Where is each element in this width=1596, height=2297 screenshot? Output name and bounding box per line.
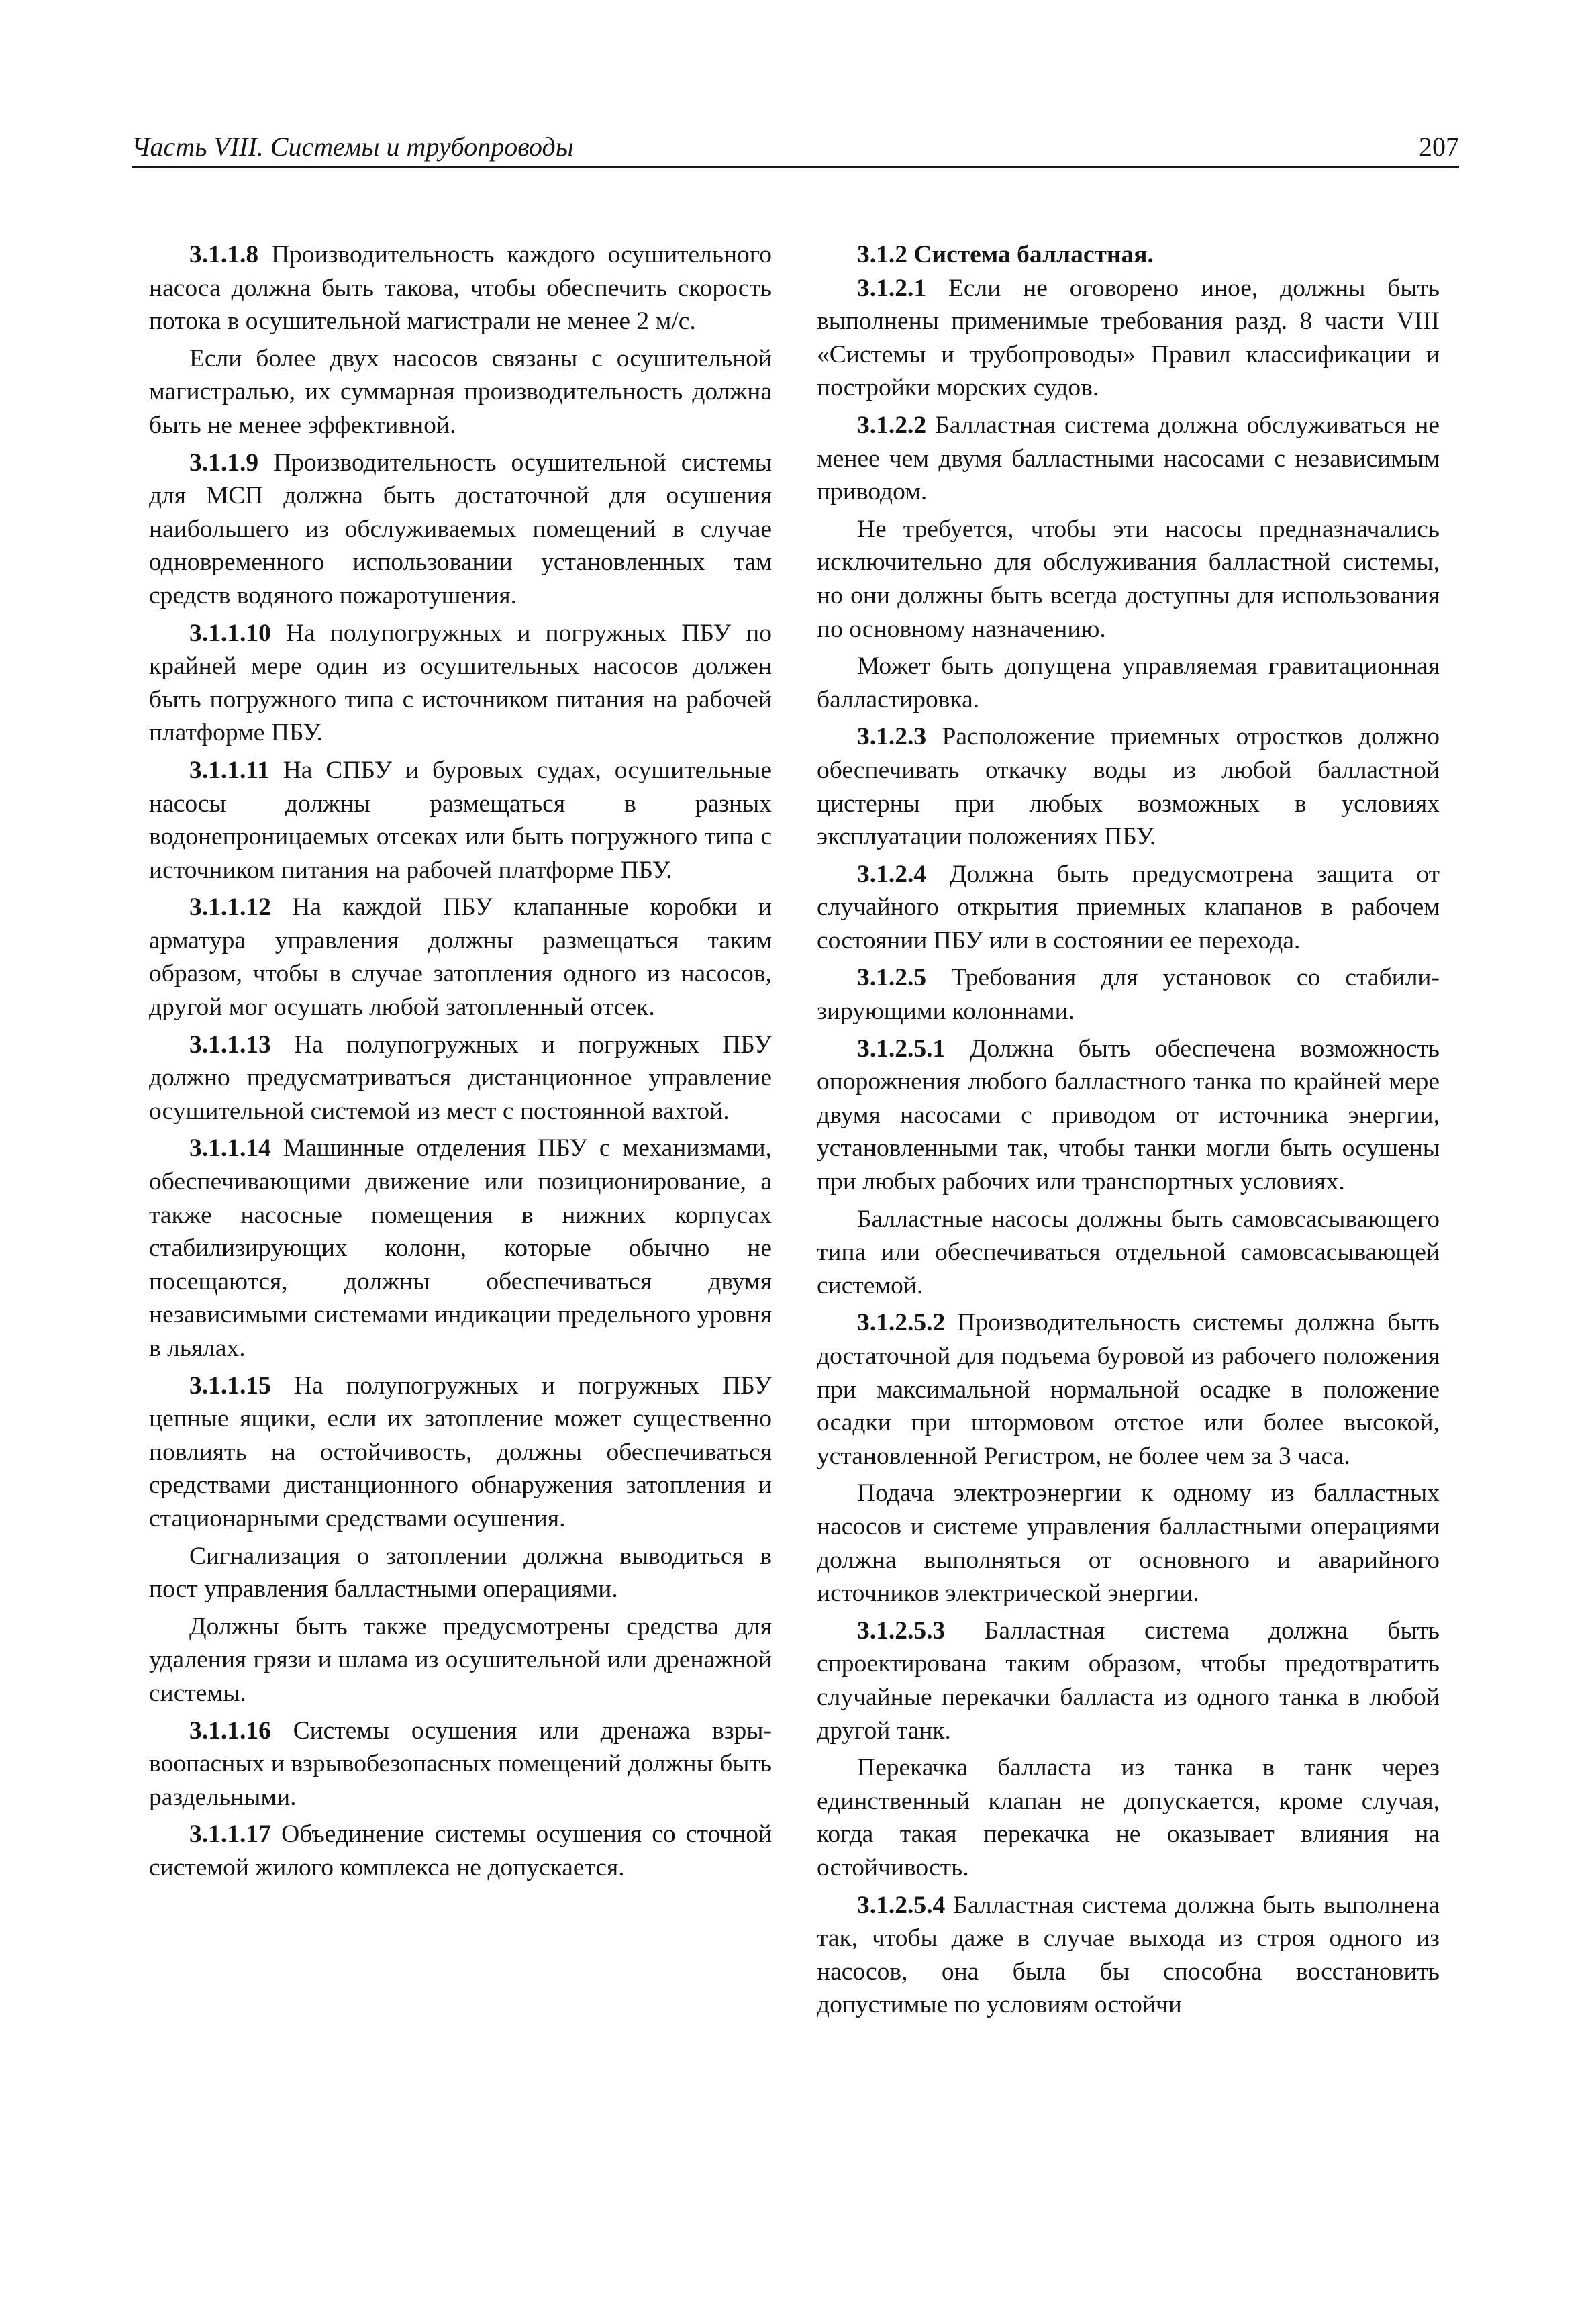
paragraph-text: Перекачка балласта из танка в танк через единственный клапан не допускается, кроме случая, когда такая перекачка не оказывает влияния на остойчивость. <box>817 1754 1440 1881</box>
paragraph-text: Балластная система должна быть выполнена так, чтобы даже в случае выхода из строя одного из насосов, она была бы способна восстановить допустимые по условиям остойчи <box>817 1891 1440 2019</box>
paragraph <box>149 617 772 750</box>
clause-number: 3.1.2.1 <box>857 274 927 302</box>
clause-number: 3.1.1.10 <box>189 619 271 647</box>
paragraph <box>817 1889 1440 2022</box>
paragraph-text: На полупогружных и погружных ПБУ должно предусматриваться дистанционное управление осушительной системой из мест с постоянной вахтой. <box>149 1030 772 1125</box>
clause-number: 3.1.2.5.2 <box>857 1309 946 1337</box>
clause-number: 3.1.1.11 <box>189 756 270 784</box>
paragraph <box>149 342 772 442</box>
paragraph-text: Если более двух насосов связаны с осушительной магистралью, их суммарная производительность должна быть не менее эффективной. <box>149 344 772 439</box>
paragraph <box>817 1614 1440 1747</box>
paragraph-text: Производительность осушительной системы для МСП должна быть достаточной для осушения наибольшего из обслуживаемых помещений в случае одновременного использовании установленных там средств водяного пожаротушения. <box>149 448 772 609</box>
clause-number: 3.1.1.8 <box>189 241 259 268</box>
section-heading <box>817 238 1440 272</box>
paragraph-text: Должна быть обеспечена возможность опорожнения любого балластного танка по крайней мере двумя насосами с приводом от источника энергии, установленными так, чтобы танки могли быть осушены при любых рабочих или транспортных условиях. <box>817 1034 1440 1196</box>
heading-text: Система балластная. <box>913 241 1154 268</box>
paragraph <box>149 1818 772 1884</box>
paragraph-text: На СПБУ и буровых судах, осушительные насосы должны размещаться в разных водонепроницаемых отсеках или быть погружного типа с источником питания на рабочей платформе ПБУ. <box>149 756 772 884</box>
paragraph-text: На каждой ПБУ клапанные коробки и арматура управления должны размещаться таким образом, чтобы в случае затопления одного из насосов, другой мог осушать любой затопленный отсек. <box>149 893 772 1022</box>
clause-number: 3.1.1.12 <box>189 893 271 922</box>
paragraph <box>149 1540 772 1606</box>
paragraph <box>817 1203 1440 1303</box>
paragraph-text: Системы осушения или дренажа взрывоопасных и взрывобезопасных помещений должны быть раздельными. <box>149 1716 772 1811</box>
running-title: Часть VIII. Системы и трубопроводы <box>132 132 574 162</box>
right-column <box>817 238 1440 2026</box>
clause-number: 3.1.2 <box>857 241 907 268</box>
paragraph-text: Производительность каждого осушительного насоса должна быть такова, чтобы обеспечить скорость потока в осушительной магистрали не менее 2 м/с. <box>149 241 772 336</box>
clause-number: 3.1.2.4 <box>857 860 927 888</box>
paragraph-text: Расположение приемных отростков должно обеспечивать откачку воды из любой балластной цистерны при любых возможных в условиях эксплуатации положениях ПБУ. <box>817 723 1440 851</box>
paragraph <box>817 858 1440 958</box>
paragraph-text: Балластные насосы должны быть самовсасывающего типа или обеспечиваться отдельной самовсасывающей системой. <box>817 1205 1440 1300</box>
paragraph <box>149 1028 772 1128</box>
left-column <box>149 238 772 1889</box>
paragraph-text: Машинные отделения ПБУ с механизмами, обеспечивающими движение или позиционирование, а также насосные помещения в нижних корпусах стабилизирующих колонн, которые обычно не посещаются, должны обеспечиваться двумя независимыми системами индикации предельного уровня в льялах. <box>149 1134 772 1362</box>
paragraph <box>817 409 1440 509</box>
clause-number: 3.1.1.16 <box>189 1716 271 1745</box>
clause-number: 3.1.2.5.3 <box>857 1616 946 1645</box>
paragraph-text: Сигнализация о затоплении должна выводиться в пост управления балластными операциями. <box>149 1542 772 1604</box>
clause-number: 3.1.1.14 <box>189 1134 271 1163</box>
paragraph-text: Подача электроэнергии к одному из балластных насосов и системе управления балластными операциями должна выполняться от основного и аварийного источников электрической энергии. <box>817 1479 1440 1608</box>
paragraph <box>817 1477 1440 1610</box>
paragraph <box>149 754 772 887</box>
clause-number: 3.1.1.15 <box>189 1371 271 1400</box>
paragraph-text: Не требуется, чтобы эти насосы предназначались исключительно для обслуживания балластной системы, но они должны быть всегда доступны для использования по основному назначению. <box>817 515 1440 643</box>
paragraph <box>149 1132 772 1365</box>
paragraph-text: Если не оговорено иное, должны быть выполнены применимые требования разд. 8 части VIII «Системы и трубопроводы» Правил классификации и постройки морских судов. <box>817 274 1440 402</box>
clause-number: 3.1.1.9 <box>189 448 259 477</box>
paragraph-text: Балластная система должна быть спроектирована таким образом, чтобы предотвратить случайные перекачки балласта из одного танка в любой другой танк. <box>817 1616 1440 1745</box>
paragraph-text: Может быть допущена управляемая гравитационная балластировка. <box>817 652 1440 714</box>
paragraph-text: Производительность системы должна быть достаточной для подъема буровой из рабочего положения при максимальной нормальной осадке в положение осадки при штормовом отстое или более высокой, установленной Регистром, не более чем за 3 часа. <box>817 1309 1440 1470</box>
paragraph <box>817 720 1440 853</box>
paragraph-text: Балластная система должна обслуживаться не менее чем двумя балластными насосами с независимым приводом. <box>817 411 1440 506</box>
clause-number: 3.1.2.5.1 <box>857 1034 946 1063</box>
paragraph-text: Должны быть также предусмотрены средства для удаления грязи и шлама из осушительной или дренажной системы. <box>149 1612 772 1707</box>
clause-number: 3.1.1.17 <box>189 1820 271 1849</box>
clause-number: 3.1.2.3 <box>857 723 927 751</box>
paragraph-text: На полупогружных и погружных ПБУ цепные ящики, если их затопление может существенно повлиять на остойчивость, должны обеспечиваться средствами дистанционного обнаружения затопления и стационарными средствами осушения. <box>149 1371 772 1532</box>
paragraph-text: Требования для установок со стабилизирующими колоннами. <box>817 964 1440 1026</box>
clause-number: 3.1.1.13 <box>189 1030 271 1059</box>
paragraph <box>149 238 772 338</box>
running-header <box>132 132 1459 168</box>
paragraph-text: На полупогружных и погружных ПБУ по крайней мере один из осушительных насосов должен быть погружного типа с источником питания на рабочей платформе ПБУ. <box>149 619 772 747</box>
paragraph <box>817 272 1440 405</box>
page-number: 207 <box>1419 132 1459 162</box>
paragraph <box>817 961 1440 1028</box>
clause-number: 3.1.2.2 <box>857 411 927 439</box>
paragraph <box>149 891 772 1024</box>
paragraph <box>149 446 772 613</box>
paragraph <box>817 1032 1440 1199</box>
paragraph <box>149 1714 772 1814</box>
clause-number: 3.1.2.5 <box>857 964 927 992</box>
paragraph <box>817 1751 1440 1884</box>
paragraph-text: Объединение системы осушения со сточной системой жилого комплекса не допускается. <box>149 1820 772 1881</box>
paragraph <box>817 513 1440 646</box>
paragraph <box>817 1306 1440 1473</box>
paragraph <box>149 1610 772 1710</box>
paragraph-text: Должна быть предусмотрена защита от случайного открытия приемных клапанов в рабочем состоянии ПБУ или в состоянии ее перехода. <box>817 860 1440 955</box>
paragraph <box>149 1369 772 1536</box>
clause-number: 3.1.2.5.4 <box>857 1891 946 1919</box>
paragraph <box>817 650 1440 716</box>
